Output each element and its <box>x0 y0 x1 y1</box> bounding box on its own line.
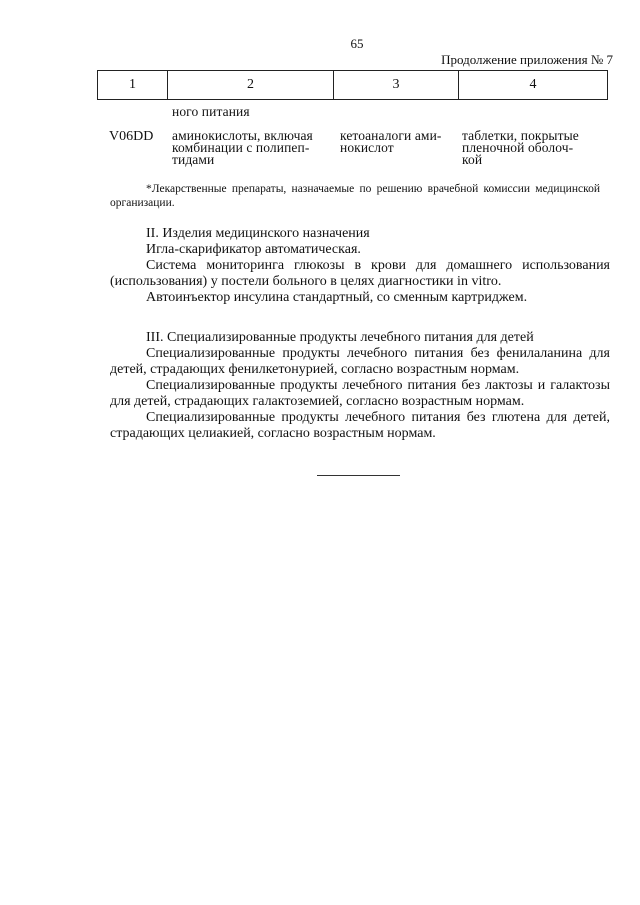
section-3 <box>110 330 610 442</box>
table-header-cell-3: 3 <box>334 71 459 99</box>
continuation-label: Продолжение приложения № 7 <box>441 52 613 67</box>
section-2-item-1: Игла-скарификатор автоматическая. <box>146 242 361 257</box>
end-separator-line <box>317 475 400 476</box>
table-cell-analog: кетоаналоги ами- нокислот <box>340 128 442 155</box>
section-2-title: II. Изделия медицинского назначения <box>146 226 370 241</box>
table-carryover-text: ного питания <box>172 104 250 119</box>
table-header-row <box>97 70 608 100</box>
table-cell-code: V06DD <box>109 129 154 144</box>
section-3-title: III. Специализированные продукты лечебного питания для детей <box>146 330 534 345</box>
section-3-item-3: Специализированные продукты лечебного питания без глютена для детей, страдающих целиакией, согласно возрастным нормам. <box>110 410 610 441</box>
section-3-item-1: Специализированные продукты лечебного питания без фенилаланина для детей, страдающих фенилкетонурией, согласно возрастным нормам. <box>110 346 610 377</box>
table-header-cell-1: 1 <box>98 71 168 99</box>
table-header-cell-2: 2 <box>168 71 334 99</box>
table-cell-substance: аминокислоты, включая комбинации с полипеп- тидами <box>172 128 313 167</box>
footnote: *Лекарственные препараты, назначаемые по решению врачебной комиссии медицинской организации. <box>110 183 600 209</box>
table-cell-form: таблетки, покрытые пленочной оболоч- кой <box>462 128 579 167</box>
table-header-cell-4: 4 <box>529 77 537 92</box>
section-2 <box>110 226 610 306</box>
section-2-item-3: Автоинъектор инсулина стандартный, со сменным картриджем. <box>146 290 528 305</box>
page-number: 65 <box>350 36 364 51</box>
section-2-item-2: Система мониторинга глюкозы в крови для домашнего использования (использования) у постели больного в целях диагностики in vitro. <box>110 258 610 289</box>
section-3-item-2: Специализированные продукты лечебного питания без лактозы и галактозы для детей, страдающих галактоземией, согласно возрастным нормам. <box>110 378 610 409</box>
